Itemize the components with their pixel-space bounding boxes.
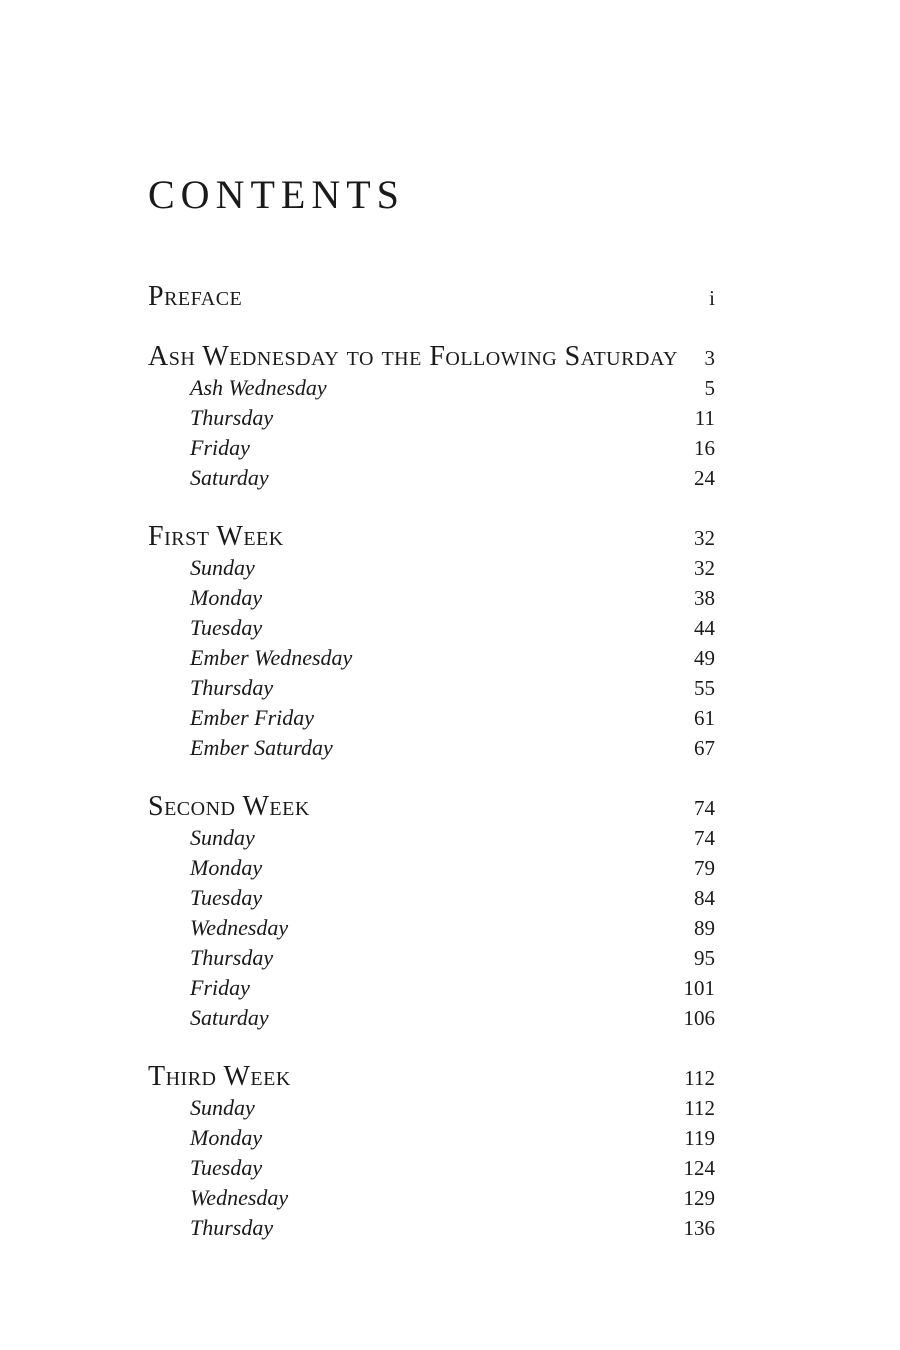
toc-entry-page: 101 (683, 976, 715, 1000)
toc-entry (148, 553, 715, 583)
toc-entry (148, 853, 715, 883)
toc-entry-page: 119 (684, 1126, 715, 1150)
toc-entry-page: 89 (694, 916, 715, 940)
toc-entry-page: 84 (694, 886, 715, 910)
page-title: CONTENTS (148, 172, 405, 217)
toc-entry (148, 583, 715, 613)
toc-entry-label: Third Week (148, 1061, 291, 1092)
table-of-contents (148, 282, 715, 1243)
toc-entry-label: Thursday (190, 405, 274, 430)
toc-entry-label: Monday (190, 855, 263, 880)
toc-entry (148, 1183, 715, 1213)
toc-entry-page: 61 (694, 706, 715, 730)
toc-entry-page: 129 (683, 1186, 715, 1210)
toc-entry (148, 733, 715, 763)
toc-entry-page: 67 (694, 736, 715, 760)
toc-entry-label: Friday (190, 435, 250, 460)
toc-entry-label: Sunday (190, 825, 255, 850)
toc-entry-page: 32 (694, 556, 715, 580)
toc-entry-label: Second Week (148, 791, 310, 822)
toc-entry-label: Wednesday (190, 915, 289, 940)
toc-entry-label: Ember Wednesday (190, 645, 353, 670)
toc-entry-page: i (709, 286, 715, 310)
toc-entry-page: 16 (694, 436, 715, 460)
toc-entry (148, 1093, 715, 1123)
toc-entry (148, 973, 715, 1003)
toc-entry-page: 49 (694, 646, 715, 670)
toc-entry (148, 433, 715, 463)
toc-entry-page: 3 (704, 346, 715, 370)
toc-section-first-week (148, 522, 715, 763)
toc-entry-page: 32 (694, 526, 715, 550)
toc-entry-page: 74 (694, 826, 715, 850)
toc-entry (148, 1003, 715, 1033)
toc-entry-label: Sunday (190, 555, 255, 580)
toc-entry-label: Saturday (190, 465, 269, 490)
toc-entry (148, 1153, 715, 1183)
toc-entry-label: Thursday (190, 945, 274, 970)
toc-entry-page: 74 (694, 796, 715, 820)
toc-entry (148, 823, 715, 853)
toc-entry (148, 1123, 715, 1153)
toc-entry-label: Ash Wednesday to the Following Saturday (148, 341, 678, 372)
toc-entry-page: 24 (694, 466, 715, 490)
toc-section-heading (148, 522, 715, 553)
toc-entry-label: Preface (148, 281, 243, 312)
toc-section-third-week (148, 1062, 715, 1243)
toc-entry-label: Thursday (190, 675, 274, 700)
toc-entry-page: 79 (694, 856, 715, 880)
toc-entry-page: 38 (694, 586, 715, 610)
toc-entry-label: Ember Saturday (190, 735, 333, 760)
toc-entry (148, 403, 715, 433)
toc-entry (148, 463, 715, 493)
toc-entry (148, 673, 715, 703)
toc-entry-page: 44 (694, 616, 715, 640)
toc-entry-label: Monday (190, 585, 263, 610)
toc-entry-label: Friday (190, 975, 250, 1000)
toc-section-ash-wednesday (148, 342, 715, 493)
toc-entry (148, 613, 715, 643)
toc-entry-label: Saturday (190, 1005, 269, 1030)
toc-entry (148, 373, 715, 403)
toc-entry-label: First Week (148, 521, 284, 552)
toc-entry-preface (148, 282, 715, 313)
toc-entry-page: 11 (694, 406, 715, 430)
toc-section-second-week (148, 792, 715, 1033)
toc-entry-label: Tuesday (190, 885, 263, 910)
toc-entry (148, 1213, 715, 1243)
toc-entry-label: Tuesday (190, 615, 263, 640)
toc-entry (148, 643, 715, 673)
toc-entry-label: Ash Wednesday (190, 375, 327, 400)
toc-entry-label: Sunday (190, 1095, 255, 1120)
toc-entry (148, 913, 715, 943)
toc-entry (148, 703, 715, 733)
toc-entry-page: 112 (684, 1066, 715, 1090)
toc-entry-label: Monday (190, 1125, 263, 1150)
toc-entry-page: 106 (683, 1006, 715, 1030)
toc-entry-page: 136 (683, 1216, 715, 1240)
toc-section-heading (148, 342, 715, 373)
toc-entry (148, 883, 715, 913)
toc-entry-label: Ember Friday (190, 705, 315, 730)
toc-entry-label: Wednesday (190, 1185, 289, 1210)
toc-section-heading (148, 1062, 715, 1093)
toc-entry-page: 5 (704, 376, 715, 400)
toc-entry-page: 112 (684, 1096, 715, 1120)
toc-entry-label: Tuesday (190, 1155, 263, 1180)
toc-entry (148, 943, 715, 973)
toc-entry-page: 55 (694, 676, 715, 700)
toc-entry-label: Thursday (190, 1215, 274, 1240)
toc-section-heading (148, 792, 715, 823)
toc-entry-page: 95 (694, 946, 715, 970)
toc-entry-page: 124 (683, 1156, 715, 1180)
